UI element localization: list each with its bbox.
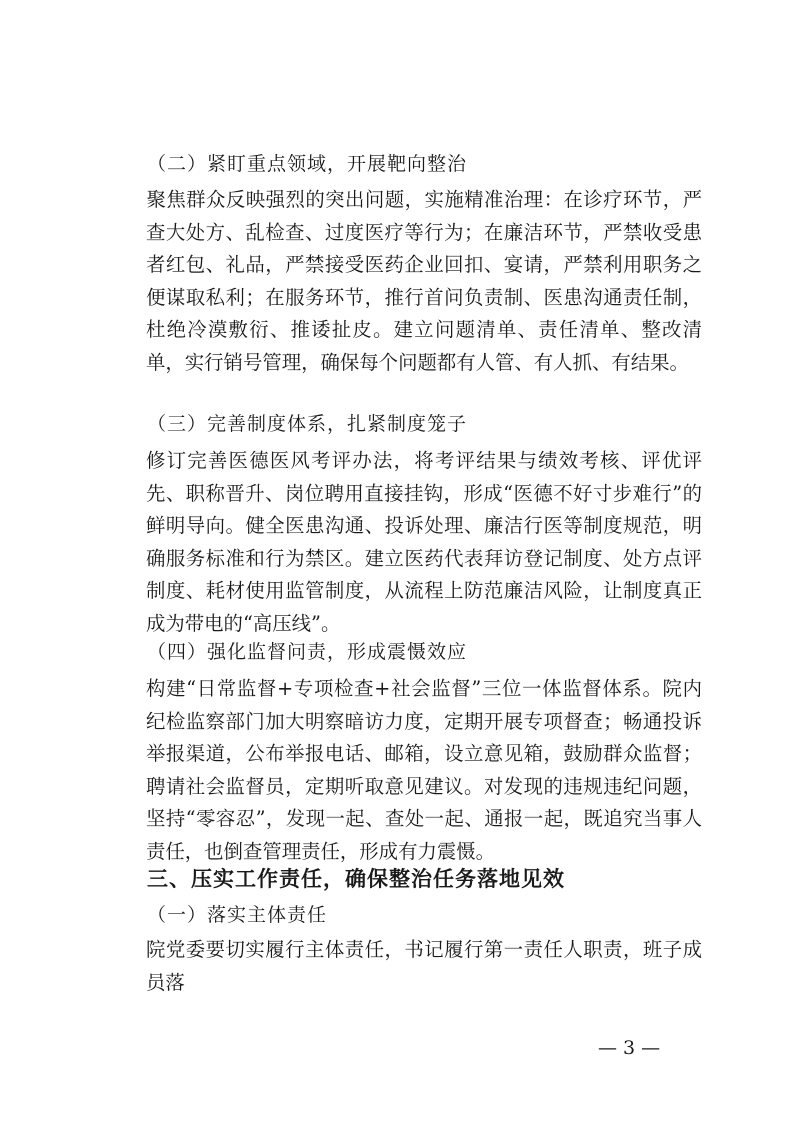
section-body-2 [146, 184, 702, 380]
section-body-2-text: 聚焦群众反映强烈的突出问题，实施精准治理：在诊疗环节，严查大处方、乱检查、过度医疗等行为；在廉洁环节，严禁收受患者红包、礼品，严禁接受医药企业回扣、宴请，严禁利用职务之便谋取私利；在服务环节，推行首问负责制、医患沟通责任制，杜绝冷漠敷衍、推诿扯皮。建立问题清单、责任清单、整改清单，实行销号管理，确保每个问题都有人管、有人抓、有结果。 [146, 188, 702, 374]
section-heading-3: （三）完善制度体系，扎紧制度笼子 [147, 413, 468, 435]
subsection-heading-1: （一）落实主体责任 [147, 904, 328, 926]
section-body-4 [146, 673, 702, 869]
section-heading-4: （四）强化监督问责，形成震慑效应 [147, 641, 468, 663]
section-body-3-text: 修订完善医德医风考评办法，将考评结果与绩效考核、评优评先、职称晋升、岗位聘用直接挂钩，形成“医德不好寸步难行”的鲜明导向。健全医患沟通、投诉处理、廉洁行医等制度规范，明确服务标准和行为禁区。建立医药代表拜访登记制度、处方点评制度、耗材使用监管制度，从流程上防范廉洁风险，让制度真正成为带电的“高压线”。 [146, 449, 702, 635]
subsection-body-1-text: 院党委要切实履行主体责任，书记履行第一责任人职责，班子成员落 [146, 938, 702, 994]
part-heading-3: 三、压实工作责任，确保整治任务落地见效 [147, 867, 565, 891]
page-number: — 3 — [598, 1037, 661, 1059]
subsection-body-1 [146, 934, 702, 999]
section-body-3 [146, 445, 702, 641]
section-heading-2: （二）紧盯重点领域，开展靶向整治 [147, 153, 468, 175]
section-body-4-text: 构建“日常监督+专项检查+社会监督”三位一体监督体系。院内纪检监察部门加大明察暗访力度，定期开展专项督查；畅通投诉举报渠道，公布举报电话、邮箱，设立意见箱，鼓励群众监督；聘请社会监督员，定期听取意见建议。对发现的违规违纪问题，坚持“零容忍”，发现一起、查处一起、通报一起，既追究当事人责任，也倒查管理责任，形成有力震慑。 [146, 677, 702, 863]
